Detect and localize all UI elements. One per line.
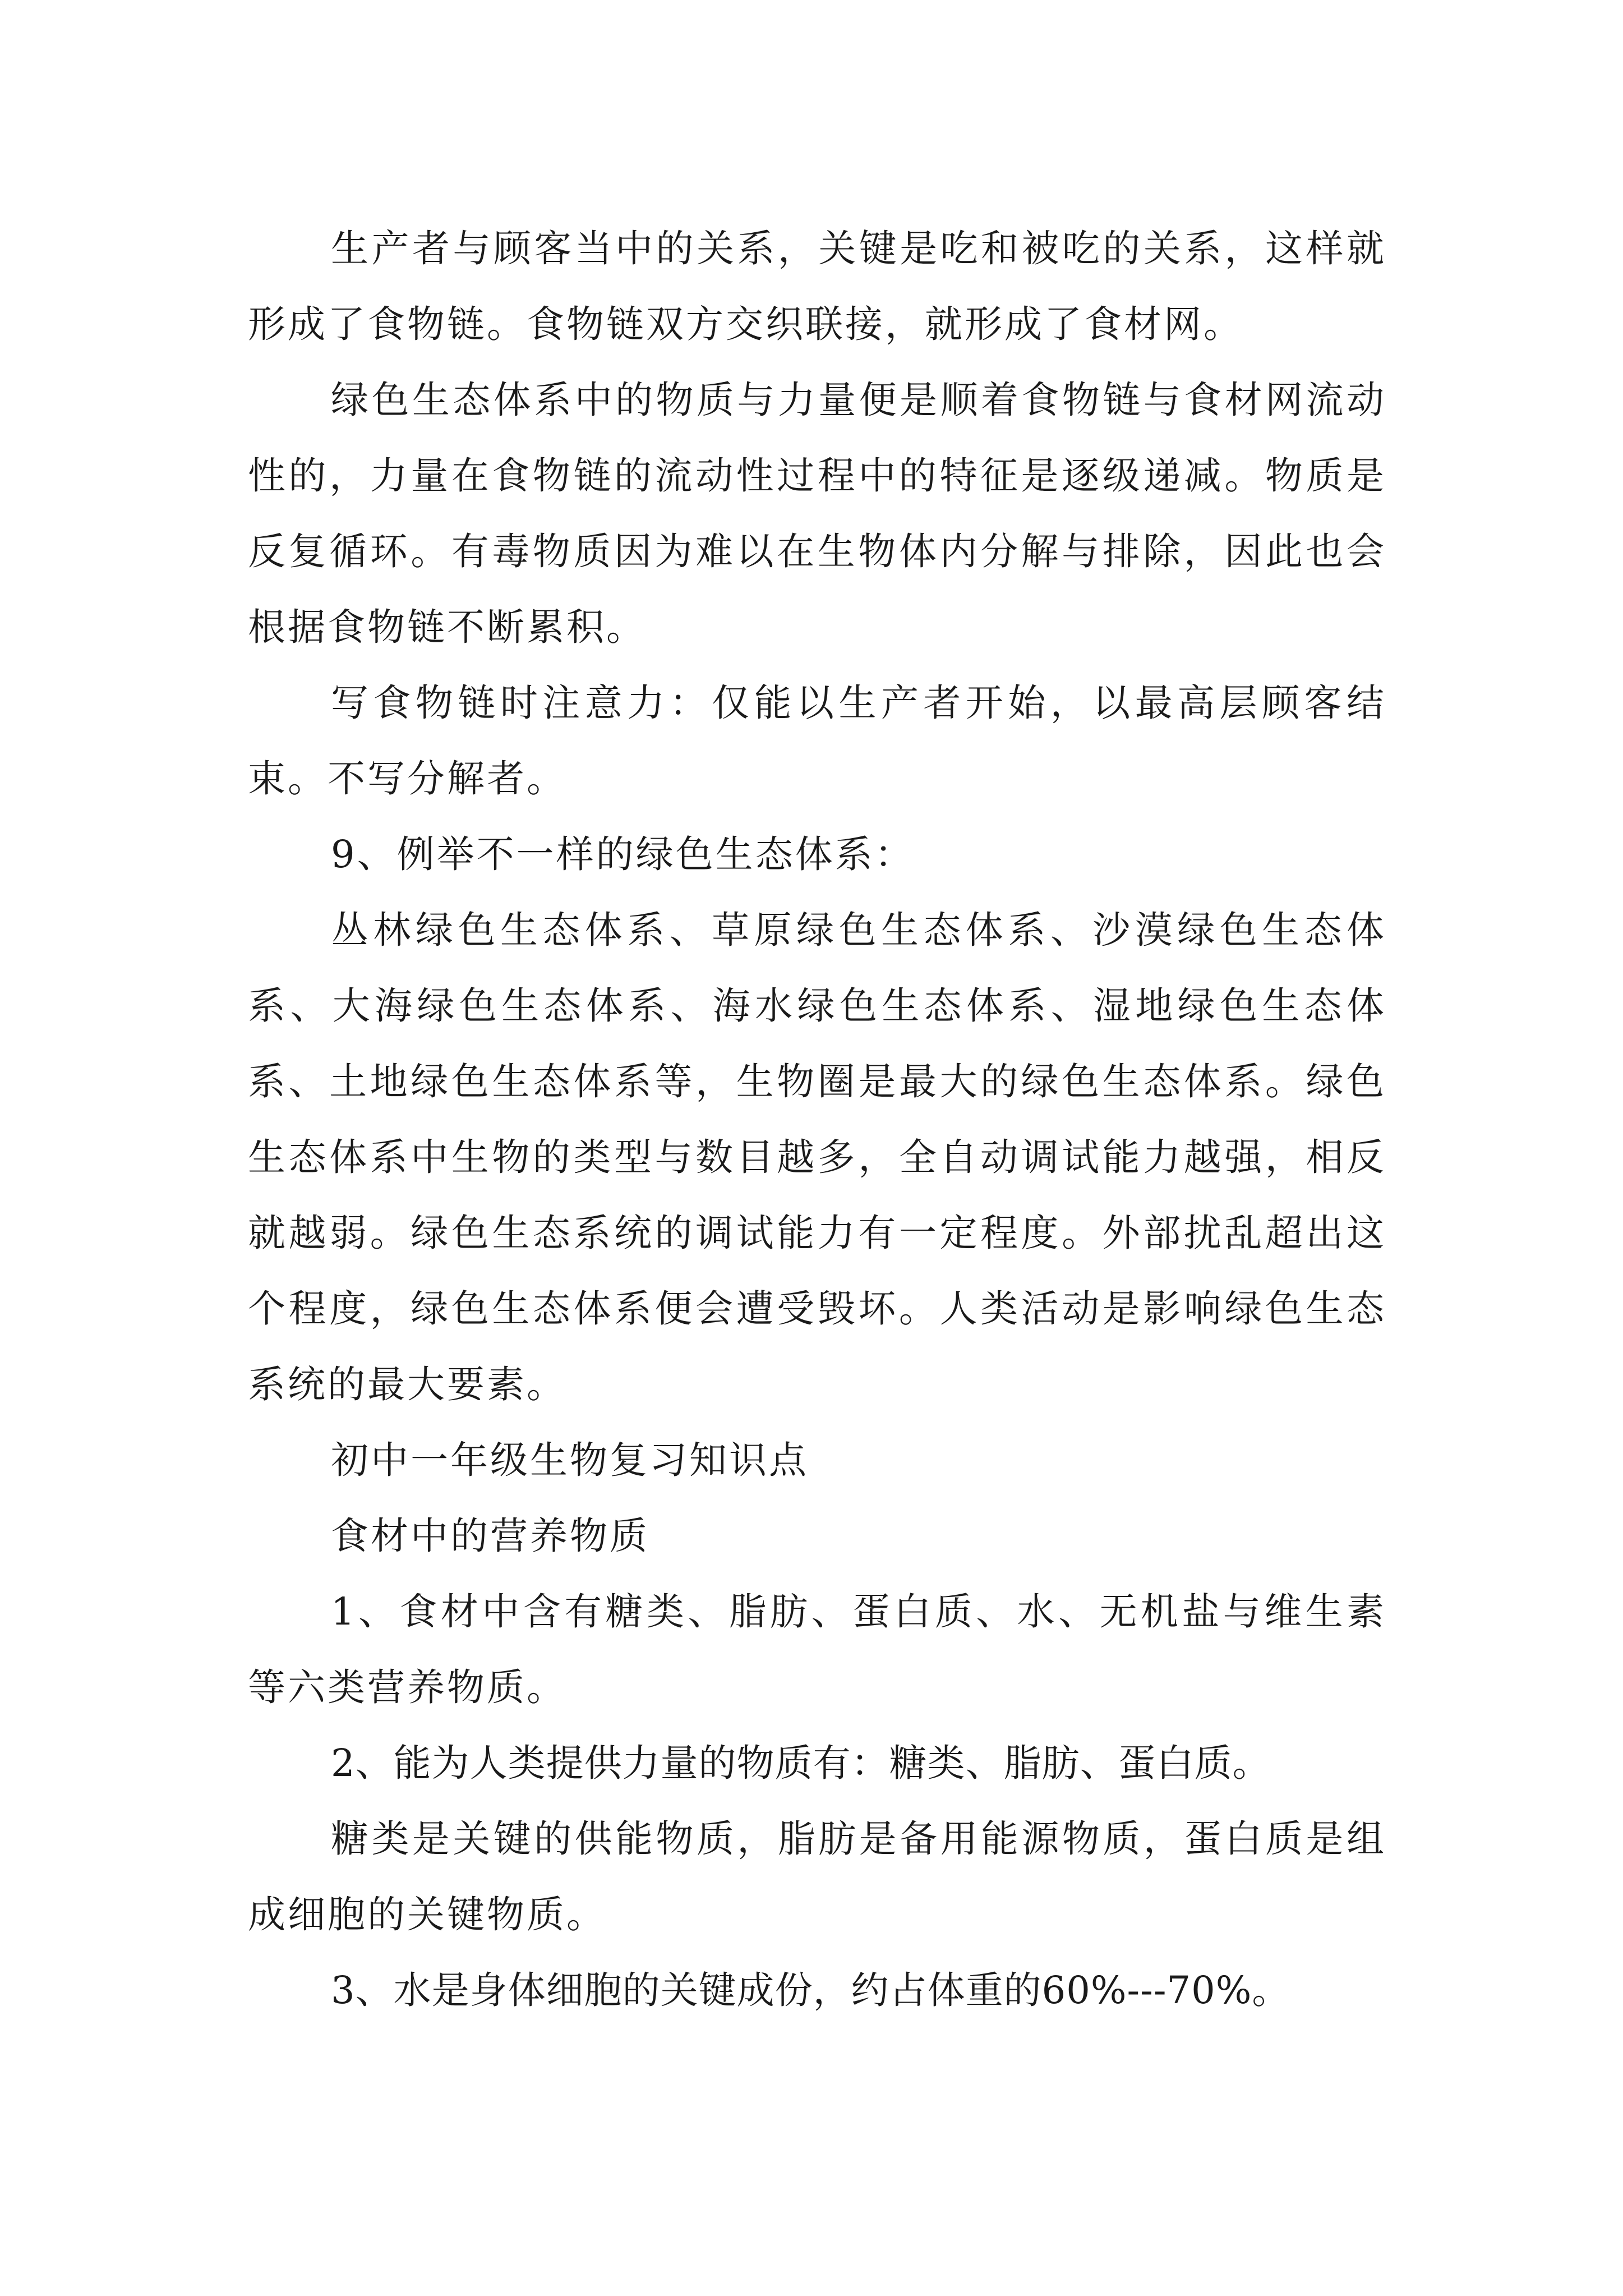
paragraph-ecosystem-types: 丛林绿色生态体系、草原绿色生态体系、沙漠绿色生态体系、大海绿色生态体系、海水绿色生态体系、湿地绿色生态体系、土地绿色生态体系等，生物圈是最大的绿色生态体系。绿色生态体系中生物的类型与数目越多，全自动调试能力越强，相反就越弱。绿色生态系统的调试能力有一定程度。外部扰乱超出这个程度，绿色生态体系便会遭受毁坏。人类活动是影响绿色生态系统的最大要素。 — [248, 908, 1386, 1406]
paragraph-item-9: 9、例举不一样的绿色生态体系： — [331, 832, 915, 876]
paragraph-energy-flow: 绿色生态体系中的物质与力量便是顺着食物链与食材网流动性的，力量在食物链的流动性过程中的特征是逐级递减。物质是反复循环。有毒物质因为难以在生物体内分解与排除，因此也会根据食物链不断累积。 — [248, 378, 1386, 649]
paragraph-food-chain: 生产者与顾客当中的关系，关键是吃和被吃的关系，这样就形成了食物链。食物链双方交织联接，就形成了食材网。 — [248, 227, 1386, 346]
paragraph-item-3: 3、水是身体细胞的关键成份，约占体重的60%---70%。 — [331, 1968, 1290, 2012]
paragraph-item-2: 2、能为人类提供力量的物质有：糖类、脂肪、蛋白质。 — [331, 1741, 1271, 1785]
paragraph-sugar-fat-protein: 糖类是关键的供能物质，脂肪是备用能源物质，蛋白质是组成细胞的关键物质。 — [248, 1817, 1386, 1936]
paragraph-item-1: 1、食材中含有糖类、脂肪、蛋白质、水、无机盐与维生素等六类营养物质。 — [248, 1590, 1386, 1709]
document-body — [248, 211, 1386, 2028]
paragraph-food-chain-note: 写食物链时注意力：仅能以生产者开始，以最高层顾客结束。不写分解者。 — [248, 681, 1386, 800]
section-subheading: 食材中的营养物质 — [331, 1514, 649, 1558]
section-heading: 初中一年级生物复习知识点 — [331, 1438, 809, 1482]
